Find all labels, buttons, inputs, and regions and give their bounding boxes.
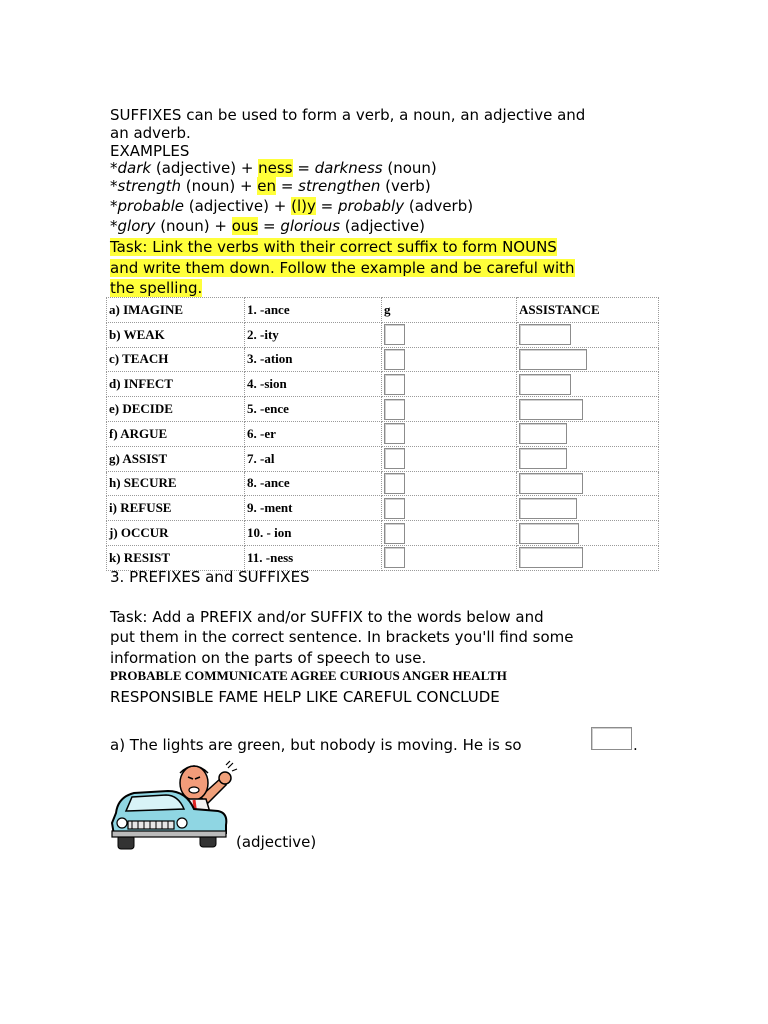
example-equals: = xyxy=(276,177,299,195)
table-row xyxy=(107,421,659,446)
example-star: * xyxy=(110,197,118,215)
answer-input[interactable] xyxy=(519,399,583,420)
example-base-word: glory xyxy=(117,217,156,235)
match-cell xyxy=(382,446,517,471)
example-base-word: dark xyxy=(117,159,152,177)
table-row xyxy=(107,521,659,546)
example-equals: = xyxy=(315,197,338,215)
answer-input[interactable] xyxy=(519,349,587,370)
answer-cell xyxy=(517,471,659,496)
table-row xyxy=(107,322,659,347)
answer-input[interactable] xyxy=(519,423,567,444)
suffix-cell: 7. -al xyxy=(245,446,382,471)
table-row xyxy=(107,446,659,471)
table-row xyxy=(107,347,659,372)
task-line-3 xyxy=(110,279,202,297)
word-bank-line-2: RESPONSIBLE FAME HELP LIKE CAREFUL CONCLUDE xyxy=(110,688,500,706)
section-3-task-1: Task: Add a PREFIX and/or SUFFIX to the words below and xyxy=(110,608,544,626)
word-bank-line-1: PROBABLE COMMUNICATE AGREE CURIOUS ANGER HEALTH xyxy=(110,668,507,683)
sentence-a-answer-input[interactable] xyxy=(591,727,632,750)
answer-cell xyxy=(517,347,659,372)
example-base-word: strength xyxy=(117,177,182,195)
example-line xyxy=(110,177,431,195)
verb-cell: i) REFUSE xyxy=(107,496,245,521)
match-input[interactable] xyxy=(384,324,405,345)
match-input[interactable] xyxy=(384,349,405,370)
answer-cell xyxy=(517,397,659,422)
match-cell xyxy=(382,322,517,347)
verb-cell: e) DECIDE xyxy=(107,397,245,422)
answer-cell xyxy=(517,322,659,347)
answer-input[interactable] xyxy=(519,498,577,519)
intro-line-1: SUFFIXES can be used to form a verb, a noun, an adjective and xyxy=(110,106,586,124)
example-base-pos: (noun) + xyxy=(181,177,258,195)
suffix-cell: 3. -ation xyxy=(245,347,382,372)
example-equals: = xyxy=(258,217,281,235)
answer-cell xyxy=(517,298,659,323)
suffix-cell: 8. -ance xyxy=(245,471,382,496)
answer-input[interactable] xyxy=(519,473,583,494)
answer-value: ASSISTANCE xyxy=(519,301,600,317)
example-star: * xyxy=(110,177,118,195)
verb-cell: g) ASSIST xyxy=(107,446,245,471)
answer-cell xyxy=(517,545,659,570)
table-row xyxy=(107,545,659,570)
match-cell xyxy=(382,298,517,323)
task-text-2: and write them down. Follow the example and be careful with xyxy=(110,259,575,277)
verb-cell: c) TEACH xyxy=(107,347,245,372)
example-star: * xyxy=(110,159,118,177)
match-input[interactable] xyxy=(384,523,405,544)
sentence-a-hint: (adjective) xyxy=(236,833,317,851)
example-result-pos: (adjective) xyxy=(340,217,425,235)
example-star: * xyxy=(110,217,118,235)
sentence-a-period: . xyxy=(633,736,638,754)
example-suffix: en xyxy=(257,177,277,195)
task-text-3: the spelling. xyxy=(110,279,203,297)
match-cell xyxy=(382,521,517,546)
suffix-cell: 6. -er xyxy=(245,421,382,446)
match-input[interactable] xyxy=(384,374,405,395)
table-row xyxy=(107,298,659,323)
table-row xyxy=(107,397,659,422)
suffix-cell: 2. -ity xyxy=(245,322,382,347)
verb-cell: d) INFECT xyxy=(107,372,245,397)
match-input[interactable] xyxy=(384,547,405,568)
answer-input[interactable] xyxy=(519,547,583,568)
example-result-pos: (noun) xyxy=(382,159,437,177)
answer-cell xyxy=(517,521,659,546)
example-base-word: probable xyxy=(117,197,184,215)
intro-line-2: an adverb. xyxy=(110,124,191,142)
task-line-2 xyxy=(110,259,575,277)
match-cell xyxy=(382,397,517,422)
match-cell xyxy=(382,496,517,521)
example-result-pos: (adverb) xyxy=(404,197,474,215)
answer-cell xyxy=(517,372,659,397)
examples-heading: EXAMPLES xyxy=(110,142,190,160)
answer-input[interactable] xyxy=(519,374,571,395)
example-base-pos: (adjective) + xyxy=(151,159,259,177)
suffix-cell: 10. - ion xyxy=(245,521,382,546)
suffix-matching-table xyxy=(106,297,659,571)
task-text-1: Task: Link the verbs with their correct suffix to form NOUNS xyxy=(110,238,557,256)
verb-cell: j) OCCUR xyxy=(107,521,245,546)
answer-cell xyxy=(517,496,659,521)
example-result-word: strengthen xyxy=(298,177,381,195)
sentence-a: a) The lights are green, but nobody is moving. He is so xyxy=(110,736,522,754)
match-value: g xyxy=(384,301,391,317)
table-row xyxy=(107,496,659,521)
suffix-cell: 9. -ment xyxy=(245,496,382,521)
section-3-heading: 3. PREFIXES and SUFFIXES xyxy=(110,568,310,586)
verb-cell: h) SECURE xyxy=(107,471,245,496)
match-cell xyxy=(382,421,517,446)
verb-cell: k) RESIST xyxy=(107,545,245,570)
example-result-pos: (verb) xyxy=(380,177,431,195)
table-row xyxy=(107,471,659,496)
match-input[interactable] xyxy=(384,448,405,469)
match-cell xyxy=(382,347,517,372)
example-suffix: ous xyxy=(231,217,259,235)
answer-input[interactable] xyxy=(519,523,579,544)
example-line xyxy=(110,197,473,215)
example-base-pos: (noun) + xyxy=(155,217,232,235)
example-equals: = xyxy=(292,159,315,177)
match-cell xyxy=(382,471,517,496)
suffix-cell: 5. -ence xyxy=(245,397,382,422)
verb-cell: f) ARGUE xyxy=(107,421,245,446)
example-result-word: darkness xyxy=(314,159,383,177)
example-result-word: glorious xyxy=(280,217,341,235)
verb-cell: a) IMAGINE xyxy=(107,298,245,323)
task-line-1 xyxy=(110,238,557,256)
match-cell xyxy=(382,545,517,570)
example-base-pos: (adjective) + xyxy=(184,197,292,215)
example-line xyxy=(110,159,437,177)
section-3-task-2: put them in the correct sentence. In brackets you'll find some xyxy=(110,628,574,646)
answer-cell xyxy=(517,421,659,446)
verb-cell: b) WEAK xyxy=(107,322,245,347)
example-suffix: ness xyxy=(258,159,293,177)
match-input[interactable] xyxy=(384,399,405,420)
suffix-cell: 4. -sion xyxy=(245,372,382,397)
angry-driver-car-icon xyxy=(108,757,238,856)
match-input[interactable] xyxy=(384,423,405,444)
match-cell xyxy=(382,372,517,397)
answer-input[interactable] xyxy=(519,324,571,345)
suffix-cell: 1. -ance xyxy=(245,298,382,323)
answer-input[interactable] xyxy=(519,448,567,469)
section-3-task-3: information on the parts of speech to use. xyxy=(110,649,427,667)
example-suffix: (l)y xyxy=(291,197,316,215)
match-input[interactable] xyxy=(384,498,405,519)
example-line xyxy=(110,217,425,235)
answer-cell xyxy=(517,446,659,471)
table-row xyxy=(107,372,659,397)
match-input[interactable] xyxy=(384,473,405,494)
suffix-cell: 11. -ness xyxy=(245,545,382,570)
example-result-word: probably xyxy=(337,197,405,215)
